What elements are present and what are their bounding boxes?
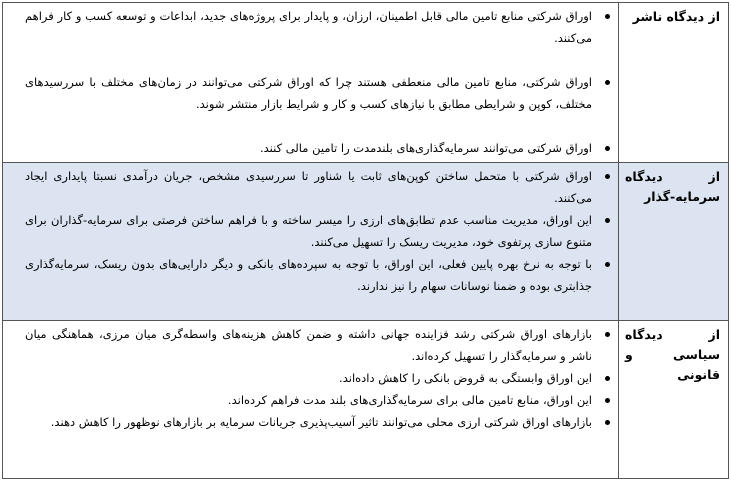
row-label-issuer: از دیدگاه ناشر	[619, 3, 729, 163]
table-row-political	[3, 321, 729, 479]
list-item: اوراق شرکتی، منابع تامین مالی منعطفی هستند چرا که اوراق شرکتی می‌توانند در زمان‌های مختلف با سررسیدهای مختلف، کوپن و شرایطی مطابق با نیازهای کسب و کار و شرایط بازار منتشر شوند.	[25, 71, 612, 115]
bullet-icon	[605, 174, 610, 179]
bullet-list	[3, 321, 618, 433]
row-label-political: از دیدگاه سیاسی و قانونی	[619, 321, 729, 479]
bullet-icon	[605, 262, 610, 267]
bullet-list	[3, 3, 618, 159]
list-item: اوراق شرکتی منابع تامین مالی قابل اطمینان، ارزان، و پایدار برای پروژه‌های جدید، ابداعات و توسعه کسب و کار فراهم می‌کنند.	[25, 5, 612, 49]
list-item: این اوراق وابستگی به قروض بانکی را کاهش داده‌اند.	[25, 367, 612, 389]
bullet-icon	[605, 14, 610, 19]
bullet-icon	[605, 146, 610, 151]
row-content-issuer	[3, 3, 619, 163]
spacer	[25, 49, 612, 71]
list-item: بازارهای اوراق شرکتی رشد فزاینده جهانی داشته و ضمن کاهش هزینه‌های واسطه‌گری میان مرزی، هماهنگی میان ناشر و سرمایه‌گذار را تسهیل کرده‌اند.	[25, 323, 612, 367]
table-row-issuer	[3, 3, 729, 163]
bullet-icon	[605, 420, 610, 425]
list-item: اوراق شرکتی می‌توانند سرمایه‌گذاری‌های بلندمدت را تامین مالی کنند.	[25, 137, 612, 159]
bullet-icon	[605, 376, 610, 381]
row-label-investor: از دیدگاه سرمایه-گذار	[619, 163, 729, 321]
list-item: بازارهای اوراق شرکتی ارزی محلی می‌توانند تاثیر آسیب‌پذیری جریانات سرمایه بر بازارهای نوظهور را کاهش دهند.	[25, 411, 612, 433]
list-item: با توجه به نرخ بهره پایین فعلی، این اوراق، با توجه به سپرده‌های بانکی و دیگر دارایی‌های بدون ریسک، سرمایه‌گذاری جذابتری بوده و ضمنا نوسانات سهام را نیز ندارند.	[25, 253, 612, 297]
bullet-icon	[605, 398, 610, 403]
bullet-icon	[605, 80, 610, 85]
comparison-table	[2, 2, 729, 479]
list-item: این اوراق، منابع تامین مالی برای سرمایه‌گذاری‌های بلند مدت فراهم کرده‌اند.	[25, 389, 612, 411]
bullet-list	[3, 163, 618, 297]
list-item: اوراق شرکتی با متحمل ساختن کوپن‌های ثابت یا شناور تا سررسیدی مشخص، جریان درآمدی نسبتا پایداری ایجاد می‌کنند.	[25, 165, 612, 209]
spacer	[25, 115, 612, 137]
bullet-icon	[605, 332, 610, 337]
bullet-icon	[605, 218, 610, 223]
row-content-political	[3, 321, 619, 479]
table-row-investor	[3, 163, 729, 321]
list-item: این اوراق، مدیریت مناسب عدم تطابق‌های ارزی را میسر ساخته و با فراهم ساختن فرصتی برای سرمایه-گذاران برای متنوع سازی پرتفوی خود، مدیریت ریسک را تسهیل می‌کنند.	[25, 209, 612, 253]
row-content-investor	[3, 163, 619, 321]
